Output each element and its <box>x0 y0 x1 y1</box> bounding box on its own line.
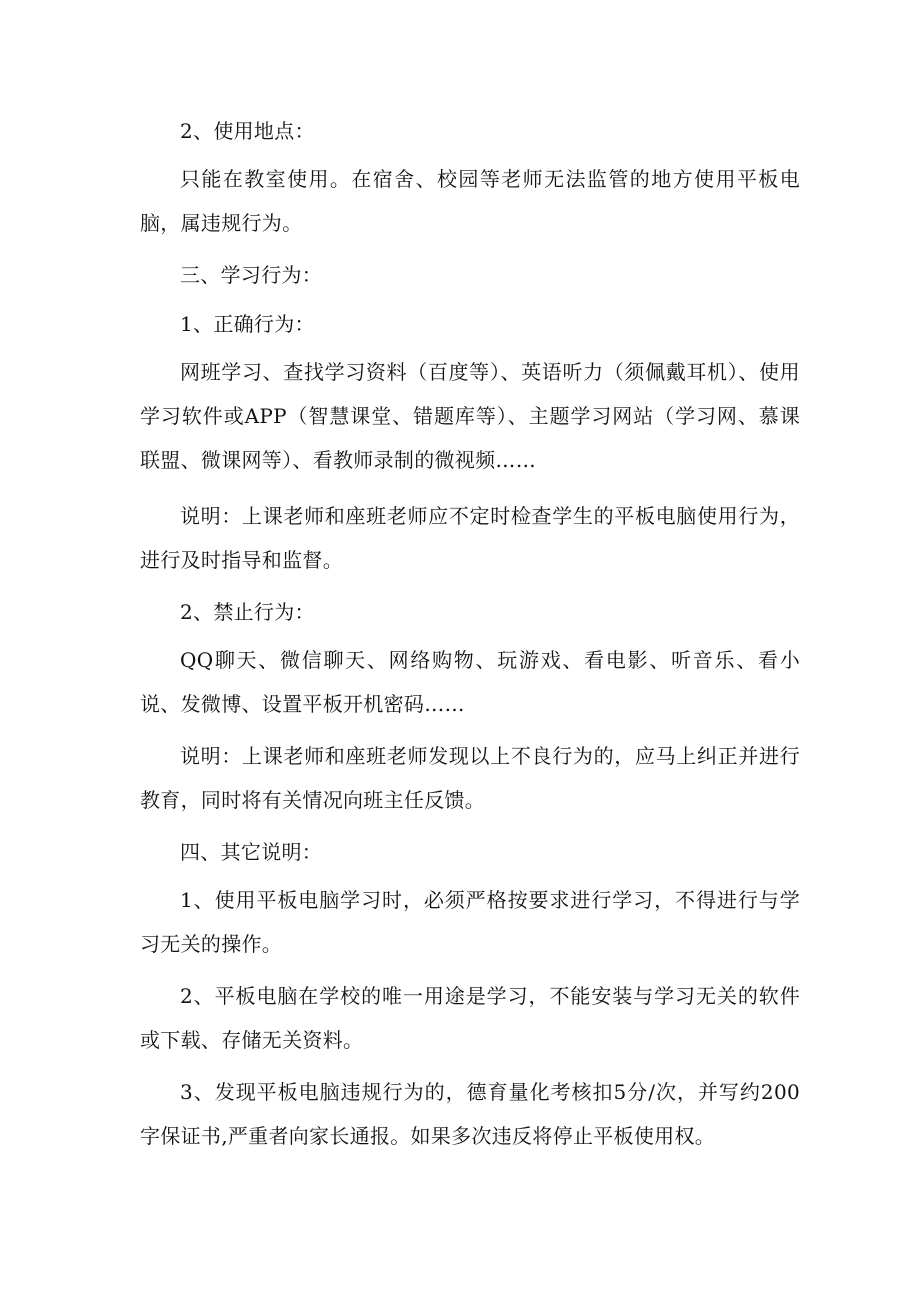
section-heading-other-notes: 四、其它说明： <box>180 840 323 864</box>
paragraph-prohibited-list: QQ聊天、微信聊天、网络购物、玩游戏、看电影、听音乐、看小说、发微博、设置平板开机密码…… <box>140 648 800 716</box>
section-heading-correct-behavior: 1、正确行为： <box>180 312 315 336</box>
paragraph-correction-note: 说明：上课老师和座班老师发现以上不良行为的，应马上纠正并进行教育，同时将有关情况向班主任反馈。 <box>140 744 800 812</box>
paragraph-note-2: 2、平板电脑在学校的唯一用途是学习，不能安装与学习无关的软件或下载、存储无关资料。 <box>140 984 800 1052</box>
paragraph-teacher-check-note: 说明：上课老师和座班老师应不定时检查学生的平板电脑使用行为，进行及时指导和监督。 <box>140 504 800 572</box>
section-heading-learning-behavior: 三、学习行为： <box>180 263 323 287</box>
section-heading-prohibited-behavior: 2、禁止行为： <box>180 600 315 624</box>
paragraph-correct-behavior-list: 网班学习、查找学习资料（百度等）、英语听力（须佩戴耳机）、使用学习软件或APP（智慧课堂、错题库等）、主题学习网站（学习网、慕课联盟、微课网等）、看教师录制的微视频…… <box>140 360 800 472</box>
paragraph-note-3: 3、发现平板电脑违规行为的，德育量化考核扣5分/次，并写约200字保证书,严重者向家长通报。如果多次违反将停止平板使用权。 <box>140 1080 800 1148</box>
section-heading-location: 2、使用地点： <box>180 119 315 143</box>
paragraph-note-1: 1、使用平板电脑学习时，必须严格按要求进行学习，不得进行与学习无关的操作。 <box>140 888 800 956</box>
paragraph-location-rule: 只能在教室使用。在宿舍、校园等老师无法监管的地方使用平板电脑，属违规行为。 <box>140 167 800 235</box>
